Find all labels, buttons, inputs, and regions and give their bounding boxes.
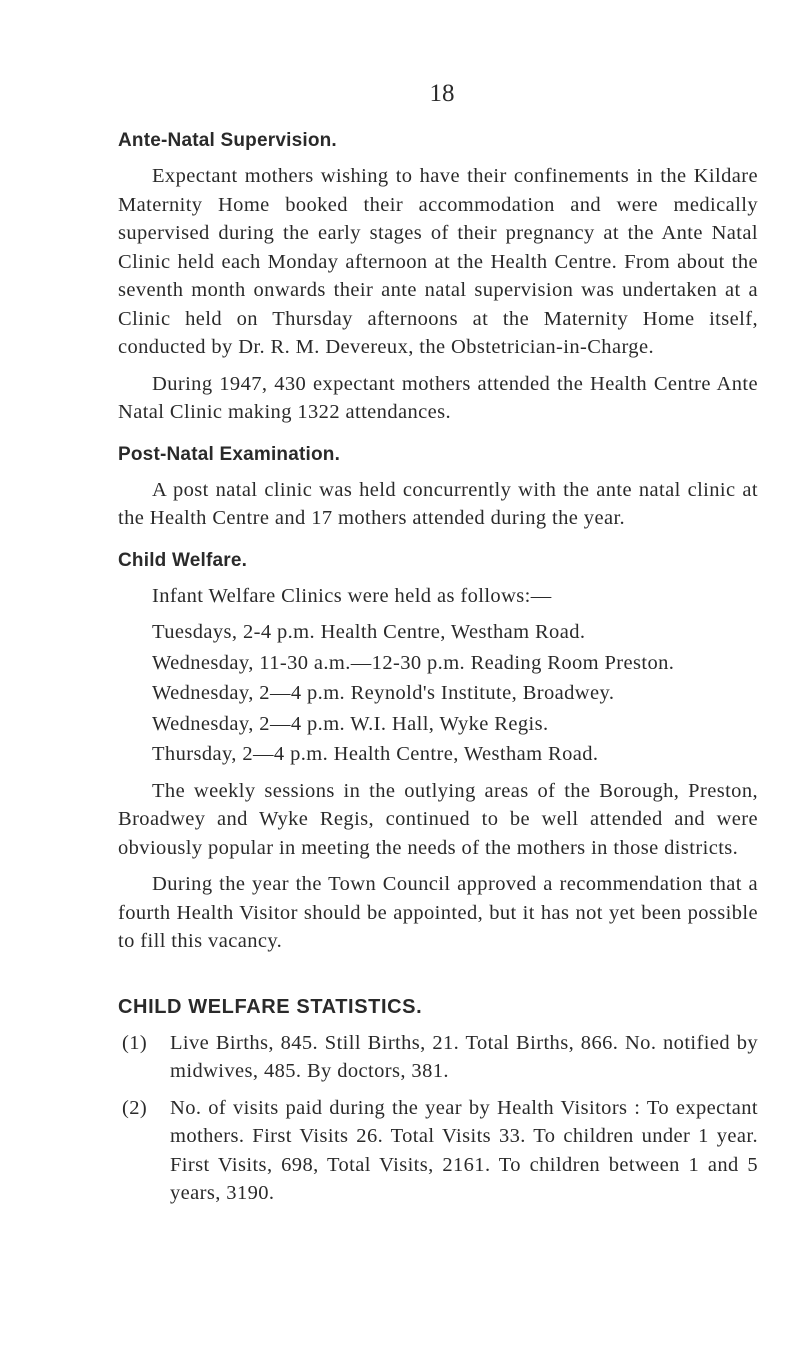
child-welfare-heading: Child Welfare. <box>118 549 248 571</box>
antenatal-paragraph-1: Expectant mothers wishing to have their confinements in the Kildare Maternity Home booked their accommodation and were medically supervised during the early stages of their pregnancy at the Ante Natal Clinic held each Monday afternoon at the Health Centre. From about the seventh month onwards their ante natal supervision was undertaken at a Clinic held on Thursday afternoons at the Maternity Home itself, conducted by Dr. R. M. Devereux, the Obstetrician-in-Charge. <box>118 165 758 358</box>
child-welfare-paragraph-2: During the year the Town Council approved a recommendation that a fourth Health Visitor should be appointed, but it has not yet been possible to fill this vacancy. <box>118 873 758 952</box>
postnatal-paragraph-1: A post natal clinic was held concurrently with the ante natal clinic at the Health Centre and 17 mothers attended during the year. <box>118 478 758 529</box>
statistics-item <box>118 1094 758 1208</box>
statistics-item-number: (2) <box>122 1096 148 1119</box>
antenatal-heading: Ante-Natal Supervision. <box>118 130 337 151</box>
clinic-list <box>152 618 758 769</box>
clinic-item-wednesday-wyke-regis: Wednesday, 2—4 p.m. W.I. Hall, Wyke Regis. <box>152 712 549 735</box>
postnatal-heading: Post-Natal Examination. <box>118 443 341 465</box>
clinic-item-wednesday-preston: Wednesday, 11-30 a.m.—12-30 p.m. Reading Room Preston. <box>152 651 675 674</box>
antenatal-paragraph-2: During 1947, 430 expectant mothers attended the Health Centre Ante Natal Clinic making 1322 attendances. <box>118 372 758 423</box>
statistics-item-text: No. of visits paid during the year by Health Visitors : To expectant mothers. First Visits 26. Total Visits 33. To children under 1 year. First Visits, 698, Total Visits, 2161. To children between 1 and 5 years, 3190. <box>170 1096 758 1204</box>
statistics-item <box>118 1029 758 1086</box>
document-body <box>118 116 758 1216</box>
statistics-item-number: (1) <box>122 1031 148 1054</box>
clinic-item-wednesday-broadwey: Wednesday, 2—4 p.m. Reynold's Institute, Broadwey. <box>152 682 615 704</box>
statistics-item-text: Live Births, 845. Still Births, 21. Total Births, 866. No. notified by midwives, 485. By doctors, 381. <box>170 1031 758 1082</box>
child-welfare-paragraph-1: The weekly sessions in the outlying areas of the Borough, Preston, Broadwey and Wyke Regis, continued to be well attended and were obviously popular in meeting the needs of the mothers in those districts. <box>118 779 758 859</box>
clinic-item-tuesday: Tuesdays, 2-4 p.m. Health Centre, Westham Road. <box>152 621 586 643</box>
clinic-item-thursday: Thursday, 2—4 p.m. Health Centre, Westham Road. <box>152 743 599 765</box>
page-number: 18 <box>429 80 455 107</box>
statistics-heading: CHILD WELFARE STATISTICS. <box>118 995 423 1018</box>
child-welfare-intro: Infant Welfare Clinics were held as follows:— <box>152 584 552 607</box>
